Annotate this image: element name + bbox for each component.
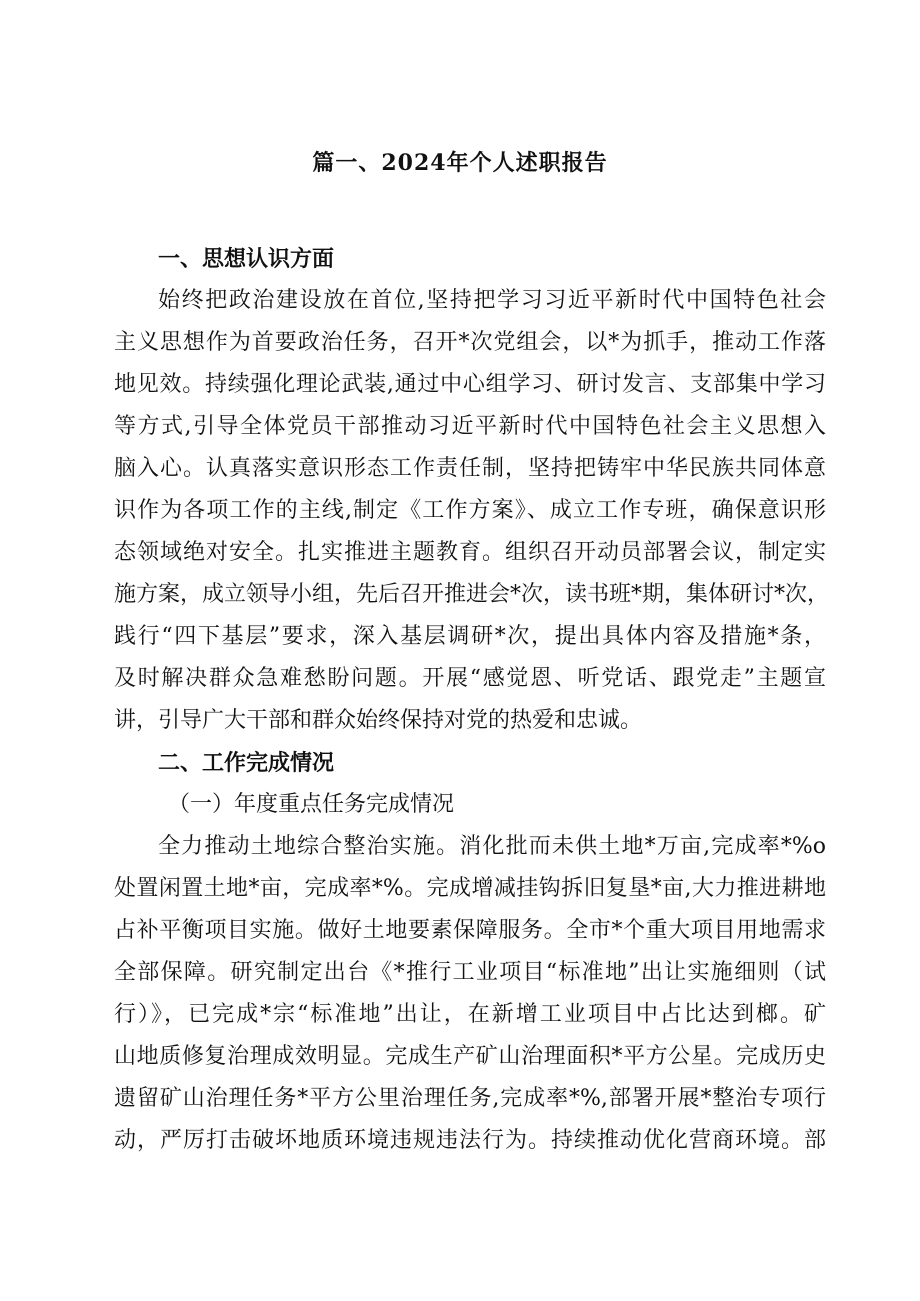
sub-heading: （一）年度重点任务完成情况 [168,792,455,817]
paragraph-line: 山地质修复治理成效明显。完成生产矿山治理面积*平方公星。完成历史 [114,1044,826,1069]
paragraph-line: 讲，引导广大干部和群众始终保持对党的热爱和忠诚。 [114,708,643,733]
section-heading-2: 二、工作完成情况 [158,750,335,776]
paragraph-line: 等方式,引导全体党员干部推动习近平新时代中国特色社会主义思想入 [114,414,826,439]
paragraph-line: 全力推动土地综合整治实施。消化批而未供土地*万亩,完成率*%o [158,834,826,859]
paragraph-line: 脑入心。认真落实意识形态工作责任制，坚持把铸牢中华民族共同体意 [114,456,826,481]
paragraph-line: 占补平衡项目实施。做好土地要素保障服务。全市*个重大项目用地需求 [114,918,826,943]
section-heading-1: 一、思想认识方面 [158,246,335,272]
paragraph-line: 及时解决群众急难愁盼问题。开展“感觉恩、听党话、跟党走”主题宣 [114,666,826,691]
paragraph-line: 行）》，已完成*宗“标准地”出让，在新增工业项目中占比达到榔。矿 [114,1002,826,1027]
document-body [114,238,830,1162]
paragraph-line: 始终把政治建设放在首位,坚持把学习习近平新时代中国特色社会 [158,288,826,313]
paragraph-line: 态领域绝对安全。扎实推进主题教育。组织召开动员部署会议，制定实 [114,540,826,565]
paragraph-line: 处置闲置土地*亩，完成率*%。完成增减挂钩拆旧复垦*亩,大力推进耕地 [114,876,826,901]
paragraph-line: 动，严厉打击破坏地质环境违规违法行为。持续推动优化营商环境。部 [114,1128,826,1153]
paragraph-line: 遗留矿山治理任务*平方公里治理任务,完成率*%,部署开展*整治专项行 [114,1086,826,1111]
paragraph-line: 践行“四下基层”要求，深入基层调研*次，提出具体内容及措施*条， [114,624,826,649]
paragraph-line: 识作为各项工作的主线,制定《工作方案》、成立工作专班，确保意识形 [114,498,826,523]
document-title: 篇一、2024年个人述职报告 [312,150,608,176]
paragraph-line: 主义思想作为首要政治任务，召开*次党组会，以*为抓手，推动工作落 [114,330,826,355]
paragraph-line: 施方案，成立领导小组，先后召开推进会*次，读书班*期，集体研讨*次， [114,582,830,607]
paragraph-line: 地见效。持续强化理论武装,通过中心组学习、研讨发言、支部集中学习 [114,372,826,397]
paragraph-line: 全部保障。研究制定出台《*推行工业项目“标准地”出让实施细则（试 [114,960,826,985]
